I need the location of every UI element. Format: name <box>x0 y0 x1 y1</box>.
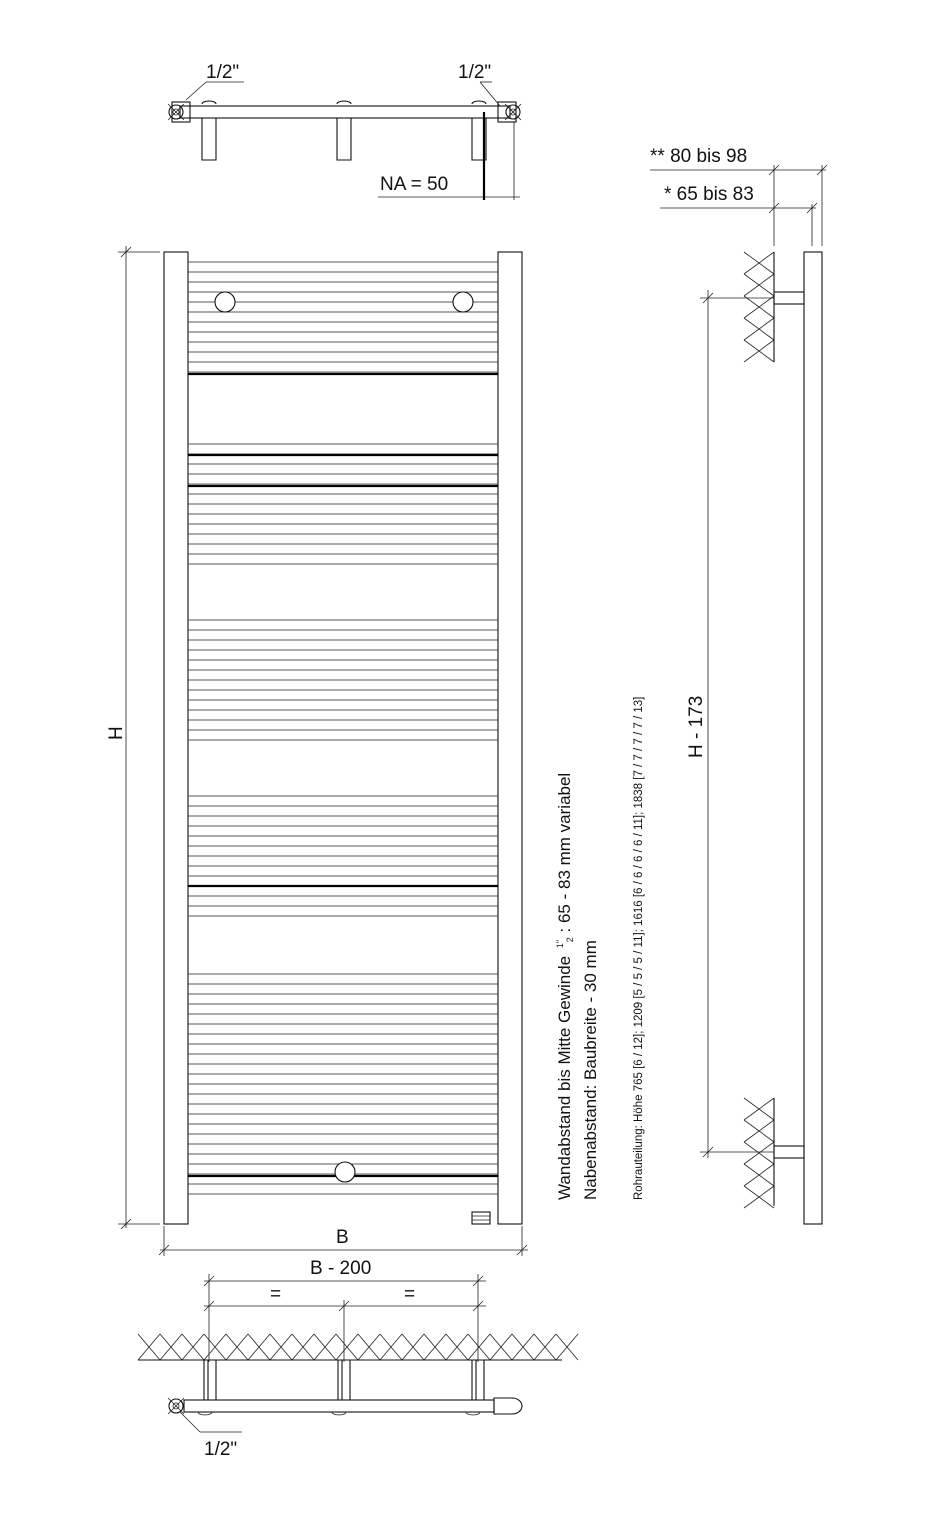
note-tube-division: Rohrauteilung: Höhe 765 [6 / 12]; 1209 [5 / 5 / 5 / 11]; 1616 [6 / 6 / 6 / 6 / 11]; 1838 [7 / 7 / 7 / 7 / 13] <box>633 696 645 1200</box>
bottom-bracket-left <box>204 1360 216 1400</box>
top-tube <box>180 106 510 118</box>
connection-height-label: H - 173 <box>686 695 707 758</box>
left-column <box>164 252 188 1224</box>
bottom-bracket-right <box>472 1360 484 1400</box>
note-hub-distance: Nabenabstand: Baubreite - 30 mm <box>581 940 600 1200</box>
thread-right-label: 1/2" <box>458 62 492 83</box>
top-bracket-center <box>337 101 351 160</box>
side-profile <box>804 252 822 1224</box>
notes <box>548 697 645 1200</box>
height-label: H <box>106 726 127 740</box>
bottom-bracket-center <box>338 1360 350 1400</box>
wall-hatch-bottom <box>138 1334 578 1360</box>
thread-left-label: 1/2" <box>206 62 240 83</box>
right-column <box>498 252 522 1224</box>
side-bracket-top <box>774 292 804 304</box>
wall-distance-min-label: * 65 bis 83 <box>664 184 754 205</box>
bottom-view <box>138 1258 578 1460</box>
bottom-valve <box>472 1212 490 1224</box>
pipe-spacing-label: B - 200 <box>310 1258 372 1279</box>
top-view <box>168 62 521 200</box>
bottom-tube <box>184 1400 494 1412</box>
equal-left-label: = <box>270 1284 282 1305</box>
wall-hatch-side-top <box>744 252 774 362</box>
wall-distance-max-label: ** 80 bis 98 <box>650 146 748 167</box>
side-bracket-bottom <box>774 1146 804 1158</box>
connection-circle-top-right <box>453 292 473 312</box>
na-label: NA = 50 <box>380 174 449 195</box>
connection-circle-top-left <box>215 292 235 312</box>
connection-circle-bottom <box>335 1162 355 1182</box>
note-wall-distance: Wandabstand bis Mitte Gewinde $^{1"}$ 2 : 65 - 83 mm variabel <box>555 772 575 1200</box>
front-view <box>106 246 528 1256</box>
side-view <box>650 146 827 1224</box>
equal-right-label: = <box>404 1284 416 1305</box>
wall-hatch-side-bottom <box>744 1098 774 1208</box>
top-bracket-left <box>202 101 216 160</box>
rungs-group <box>188 262 498 1194</box>
width-label: B <box>336 1227 349 1248</box>
thread-bottom-label: 1/2" <box>204 1439 238 1460</box>
